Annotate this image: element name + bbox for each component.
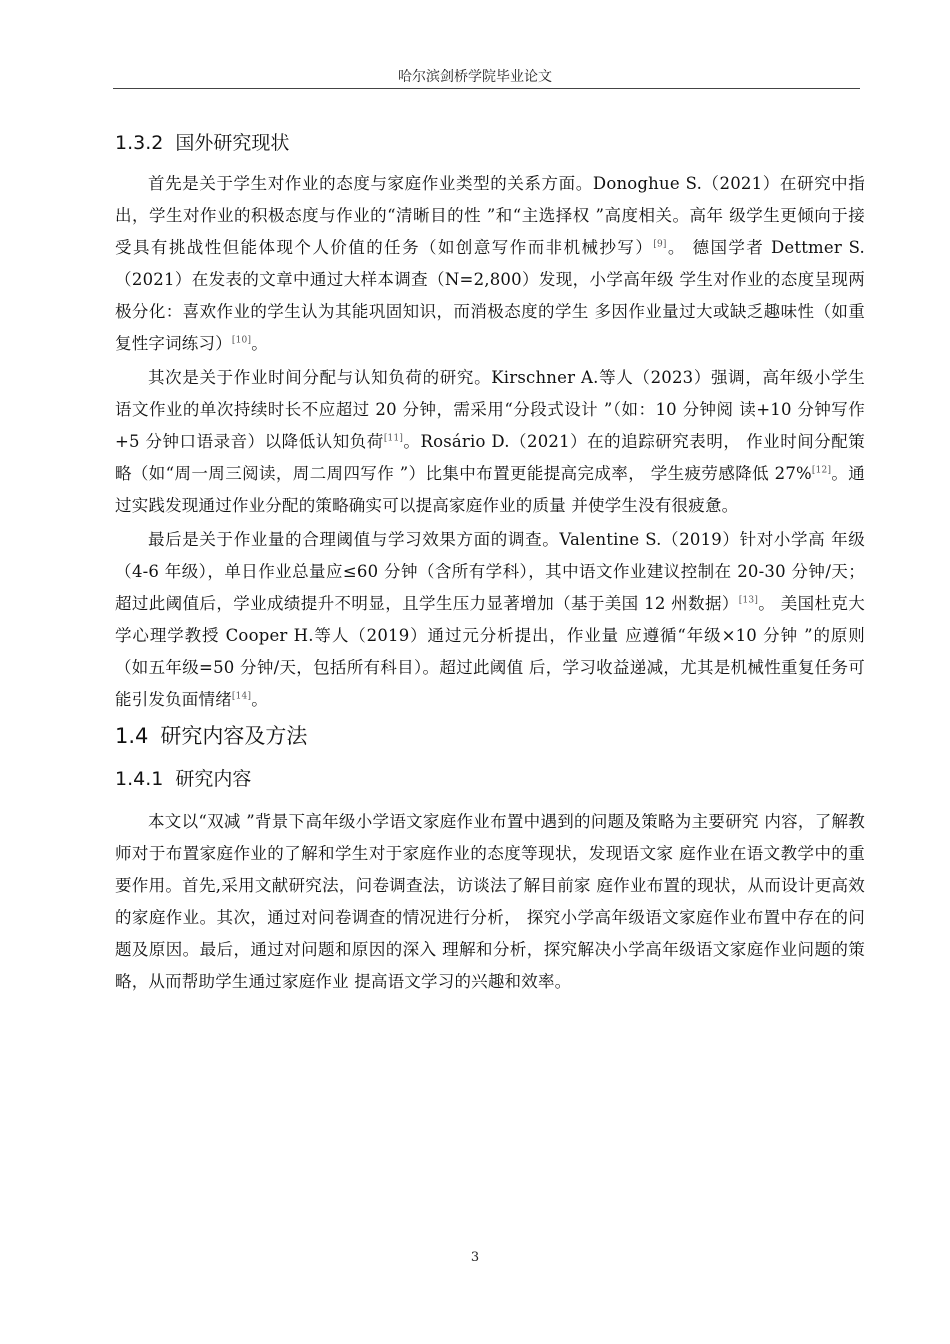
- citation-marker: [11]: [383, 433, 404, 444]
- citation-marker: [10]: [231, 335, 252, 346]
- section-heading-1-3-2: [115, 128, 865, 158]
- page-body: [115, 112, 865, 998]
- section-heading-1-4-1: [115, 764, 865, 794]
- section-number: 1.4.1: [115, 768, 164, 790]
- section-title: 研究内容: [175, 768, 252, 790]
- paragraph-text: 其次是关于作业时间分配与认知负荷的研究。Kirschner A.等人（2023）强调，高年级小学生语文作业的单次持续时长不应超过 20 分钟，需采用“分段式设计 ”（如：10 分钟阅 读+10 分钟写作+5 分钟口语录音）以降低认知负荷: [115, 368, 865, 451]
- paragraph-text: 首先是关于学生对作业的态度与家庭作业类型的关系方面。Donoghue S.（2021）在研究中指出，学生对作业的积极态度与作业的“清晰目的性 ”和“主选择权 ”高度相关。高年 级学生更倾向于接受具有挑战性但能体现个人价值的任务（如创意写作而非机械抄写）: [115, 174, 865, 257]
- paragraph-foreign-research-2: [115, 362, 865, 522]
- citation-marker: [12]: [811, 465, 832, 476]
- citation-marker: [13]: [738, 595, 759, 606]
- section-title: 国外研究现状: [175, 132, 290, 154]
- citation-marker: [9]: [653, 239, 667, 250]
- header-rule: [113, 88, 860, 89]
- section-heading-1-4: [115, 720, 865, 752]
- citation-marker: [14]: [231, 691, 252, 702]
- paragraph-text: 。 德国学者 Dettmer S.（2021）在发表的文章中通过大样本调查（N=2,800）发现，小学高年级 学生对作业的态度呈现两极分化：喜欢作业的学生认为其能巩固知识，而消极态度的学生 多因作业量过大或缺乏趣味性（如重复性字词练习）: [115, 238, 865, 353]
- paragraph-text: 最后是关于作业量的合理阈值与学习效果方面的调查。Valentine S.（2019）针对小学高 年级（4-6 年级），单日作业总量应≤60 分钟（含所有学科），其中语文作业建议控制在 20-30 分钟/天；超过此阈值后，学业成绩提升不明显，且学生压力显著增加（基于美国 12 州数据）: [115, 530, 865, 613]
- page-number: 3: [470, 1250, 480, 1265]
- paragraph-text: 。: [251, 690, 268, 709]
- section-number: 1.4: [115, 724, 149, 748]
- paragraph-text: 。 美国杜克大学心理学教授 Cooper H.等人（2019）通过元分析提出，作业量 应遵循“年级×10 分钟 ”的原则（如五年级=50 分钟/天，包括所有科目）。超过此阈值 后，学习收益递减，尤其是机械性重复任务可能引发负面情绪: [115, 594, 865, 709]
- paragraph-research-content: [115, 806, 865, 998]
- section-title: 研究内容及方法: [160, 724, 308, 748]
- section-number: 1.3.2: [115, 132, 164, 154]
- paragraph-text: 。Rosário D.（2021）在的追踪研究表明， 作业时间分配策略（如“周一周三阅读，周二周四写作 ”）比集中布置更能提高完成率， 学生疲劳感降低 27%: [115, 432, 865, 483]
- paragraph-foreign-research-3: [115, 524, 865, 716]
- paragraph-text: 本文以“双减 ”背景下高年级小学语文家庭作业布置中遇到的问题及策略为主要研究 内容，了解教师对于布置家庭作业的了解和学生对于家庭作业的态度等现状，发现语文家 庭作业在语文教学中的重要作用。首先,采用文献研究法，问卷调查法，访谈法了解目前家 庭作业布置的现状，从而设计更高效的家庭作业。其次，通过对问卷调查的情况进行分析， 探究小学高年级语文家庭作业布置中存在的问题及原因。最后，通过对问题和原因的深入 理解和分析，探究解决小学高年级语文家庭作业问题的策略，从而帮助学生通过家庭作业 提高语文学习的兴趣和效率。: [115, 812, 865, 991]
- paragraph-foreign-research-1: [115, 168, 865, 360]
- paragraph-text: 。: [251, 334, 268, 353]
- running-header: 哈尔滨剑桥学院毕业论文: [398, 69, 552, 85]
- paragraph-text: 。通过实践发现通过作业分配的策略确实可以提高家庭作业的质量 并使学生没有很疲惫。: [115, 464, 865, 515]
